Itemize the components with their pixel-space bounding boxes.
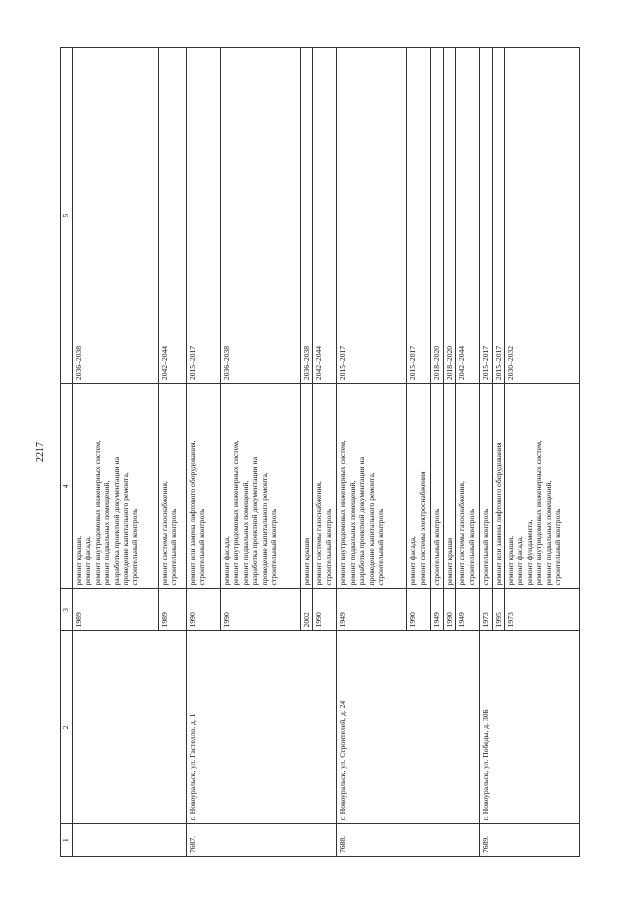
- work-line: строительный контроль: [432, 508, 442, 586]
- table-row: [337, 48, 407, 857]
- work-line: строительный контроль: [376, 508, 386, 586]
- work-line: ремонт внутридомовых инженерных систем,: [534, 440, 544, 586]
- work-line: ремонт или замена лифтового оборудования,: [188, 440, 197, 586]
- work-line: строительный контроль: [269, 508, 279, 586]
- row-number-cell: 7687.: [187, 824, 337, 857]
- header-col-4: 4: [61, 384, 73, 589]
- works-cell: [505, 384, 580, 589]
- page-number: 2217: [35, 442, 46, 462]
- year-cell: 1990: [313, 589, 337, 631]
- period-cell: 2018–2020: [443, 48, 455, 384]
- period-cell: 2042–2044: [456, 48, 480, 384]
- header-col-5: 5: [61, 48, 73, 384]
- works-cell: [492, 384, 504, 589]
- period-cell: 2030–2032: [505, 48, 580, 384]
- work-line: строительный контроль: [466, 508, 476, 586]
- works-cell: [337, 384, 407, 589]
- work-line: ремонт подвальных помещений,: [543, 480, 553, 586]
- year-cell: 1990: [221, 589, 301, 631]
- header-col-3: 3: [61, 589, 73, 631]
- address-cell: г. Новоуральск, ул. Гастелло, д. 1: [187, 631, 337, 824]
- work-line: ремонт системы электроснабжения: [417, 471, 427, 586]
- header-col-1: 1: [61, 824, 73, 857]
- work-line: строительный контроль: [553, 508, 563, 586]
- year-cell: 1973: [505, 589, 580, 631]
- year-cell: 1973: [480, 589, 492, 631]
- repair-schedule-table: [60, 47, 580, 857]
- period-cell: 2015–2017: [492, 48, 504, 384]
- work-line: разработка проектной документации на: [111, 457, 121, 586]
- year-cell: 1949: [456, 589, 480, 631]
- work-line: строительный контроль: [169, 508, 179, 586]
- work-line: разработка проектной документации на: [250, 457, 260, 586]
- work-line: ремонт или замена лифтового оборудования: [493, 442, 503, 586]
- table-row: [480, 48, 492, 857]
- works-cell: [159, 384, 187, 589]
- works-cell: [480, 384, 492, 589]
- works-cell: [221, 384, 301, 589]
- period-cell: 2015–2017: [480, 48, 492, 384]
- period-cell: 2036–2038: [301, 48, 313, 384]
- row-number-cell: 7689.: [480, 824, 580, 857]
- period-cell: 2015–2017: [407, 48, 431, 384]
- work-line: ремонт подвальных помещений,: [240, 480, 250, 586]
- work-line: разработка проектной документации на: [357, 457, 367, 586]
- works-cell: [187, 384, 221, 589]
- work-line: проведение капитального ремонта,: [259, 472, 269, 586]
- period-cell: 2036–2038: [73, 48, 159, 384]
- work-line: ремонт крыши: [302, 537, 311, 586]
- period-cell: 2015–2017: [187, 48, 221, 384]
- work-line: ремонт фасада,: [515, 536, 525, 586]
- work-line: проведение капитального ремонта,: [121, 472, 131, 586]
- works-cell: [407, 384, 431, 589]
- work-line: ремонт подвальных помещений,: [347, 480, 357, 586]
- year-cell: 1989: [159, 589, 187, 631]
- work-line: ремонт фасада,: [83, 536, 93, 586]
- year-cell: 1949: [337, 589, 407, 631]
- work-line: ремонт крыши,: [74, 535, 83, 586]
- period-cell: 2036–2038: [221, 48, 301, 384]
- year-cell: 1989: [73, 589, 159, 631]
- works-cell: [73, 384, 159, 589]
- work-line: строительный контроль: [481, 508, 491, 586]
- year-cell: 1990: [407, 589, 431, 631]
- work-line: ремонт внутридомовых инженерных систем,: [231, 440, 241, 586]
- table-header: [61, 48, 73, 857]
- works-cell: [443, 384, 455, 589]
- address-cell: [73, 631, 187, 824]
- work-line: проведение капитального ремонта,: [366, 472, 376, 586]
- address-cell: г. Новоуральск, ул. Строителей, д. 24: [337, 631, 480, 824]
- row-number-cell: 7688.: [337, 824, 480, 857]
- work-line: ремонт подвальных помещений,: [102, 480, 112, 586]
- period-cell: 2018–2020: [431, 48, 443, 384]
- work-line: ремонт фасада,: [408, 536, 418, 586]
- work-line: ремонт крыши: [444, 537, 454, 586]
- work-line: ремонт крыши,: [506, 535, 516, 586]
- table-row: [73, 48, 159, 857]
- work-line: ремонт фасада,: [222, 536, 231, 586]
- work-line: ремонт внутридомовых инженерных систем,: [92, 440, 102, 586]
- work-line: строительный контроль: [130, 508, 140, 586]
- year-cell: 1990: [443, 589, 455, 631]
- work-line: ремонт системы газоснабжения,: [314, 481, 324, 586]
- rotated-table-container: [60, 47, 580, 857]
- year-cell: 1990: [187, 589, 221, 631]
- work-line: ремонт системы газоснабжения,: [160, 481, 169, 586]
- year-cell: 1949: [431, 589, 443, 631]
- table-row: [187, 48, 221, 857]
- works-cell: [301, 384, 313, 589]
- work-line: ремонт внутридомовых инженерных систем,: [338, 440, 348, 586]
- year-cell: 1995: [492, 589, 504, 631]
- row-number-cell: [73, 824, 187, 857]
- address-cell: г. Новоуральск, ул. Победы, д. 30Б: [480, 631, 580, 824]
- work-line: ремонт фундамента,: [524, 519, 534, 586]
- work-line: строительный контроль: [197, 508, 207, 586]
- works-cell: [431, 384, 443, 589]
- period-cell: 2042–2044: [313, 48, 337, 384]
- header-row: [61, 48, 73, 857]
- period-cell: 2015–2017: [337, 48, 407, 384]
- work-line: ремонт системы газоснабжения,: [457, 481, 467, 586]
- year-cell: 2002: [301, 589, 313, 631]
- works-cell: [456, 384, 480, 589]
- works-cell: [313, 384, 337, 589]
- header-col-2: 2: [61, 631, 73, 824]
- table-body: [73, 48, 580, 857]
- period-cell: 2042–2044: [159, 48, 187, 384]
- work-line: строительный контроль: [323, 508, 333, 586]
